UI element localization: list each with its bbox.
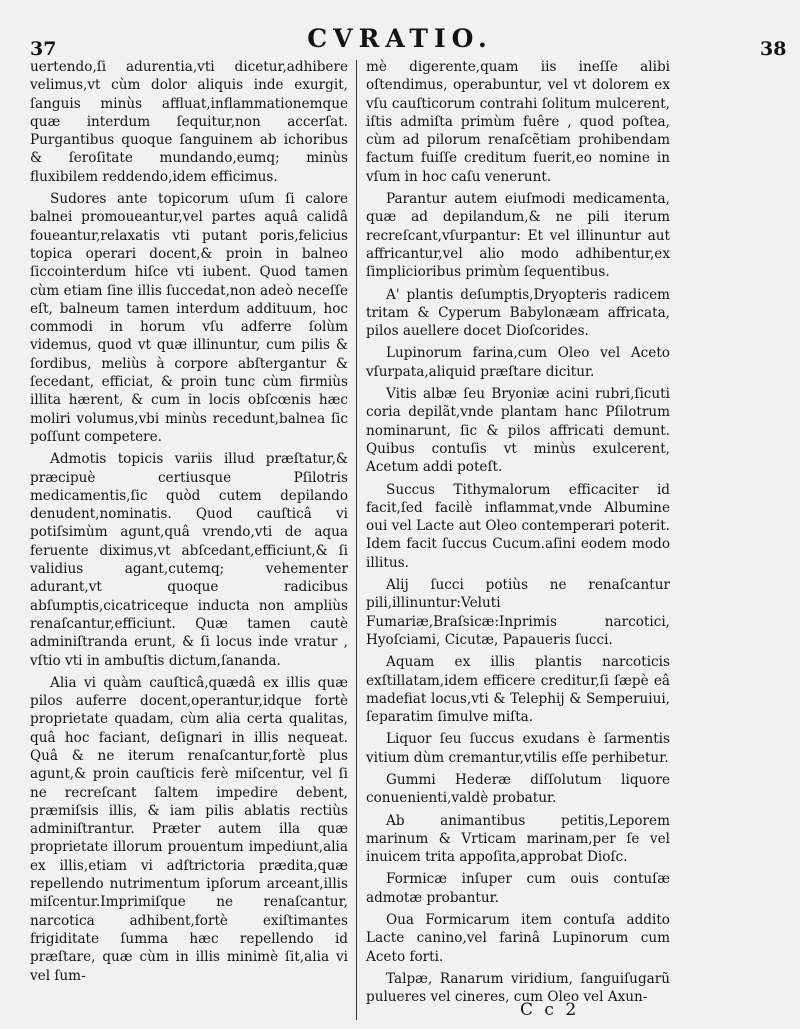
signature-mark: C c 2: [520, 1000, 580, 1020]
column-divider: [356, 60, 357, 1020]
paragraph: Alij ſucci potiùs ne renaſcantur pili,illinuntur:Veluti Fumariæ,Braſsicæ:Inprimis narcotici, Hyoſciami, Cicutæ, Papaueris ſucci.: [366, 577, 670, 648]
paragraph: Alia vi quàm cauſticâ,quædâ ex illis quæ pilos auferre docent,operantur,idque fortè proprietate quadam, cùm alia certa qualitas, quâ hoc faciant, deſignari in illis nequeat. Quâ & ne iterum renaſcantur,fortè plus agunt,& proin cauſticis ferè miſcentur, vel ſi ne recreſcant ſaltem impedire debent, præmiſsis illis, & iam pilis ablatis rectiùs adminiſtrantur. Præter autem illa quæ proprietate illorum prouentum impediunt,alia ex illis,etiam vi adſtrictoria prædita,quæ repellendo nutrimentum ipſorum arceant,illis miſcentur.Imprimiſque ne renaſcantur, narcotica adhibent,fortè exiſtimantes frigiditate ſumma hæc repellendo id præſtare, quæ cùm in illis minimè ſit,alia vi vel ſum-: [30, 674, 348, 984]
paragraph: Oua Formicarum item contuſa addito Lacte canino,vel farinâ Lupinorum cum Aceto forti.: [366, 912, 670, 965]
paragraph: Gummi Hederæ diſſolutum liquore conuenienti,valdè probatur.: [366, 771, 670, 807]
paragraph: mè digerente,quam iis ineſſe alibi oſtendimus, operabuntur, vel vt dolorem ex vſu cauſticorum contrahi ſolitum mulcerent, iſtis admiſta primùm fuêre , quod poſtea, cùm ad pilorum renaſcẽtiam prohibendam factum fuiſſe creditum fuerit,eo nomine in vſum in hoc caſu venerunt.: [366, 59, 670, 185]
paragraph: Formicæ inſuper cum ouis contuſæ admotæ probantur.: [366, 871, 670, 906]
paragraph: A' plantis deſumptis,Dryopteris radicem tritam & Cyperum Babylonæam affricata, pilos auellere docet Dioſcorides.: [366, 286, 670, 340]
paragraph: Admotis topicis variis illud præſtatur,& præcipuè certiusque Pſilotris medicamentis,ſic quòd cutem depilando denudent,nominatis. Quod cauſticâ vi potiſsimùm agunt,quâ vrendo,vti de aqua feruente diximus,vt abſcedant,efficiunt,& ſi validius agant,cutemq; vehementer adurant,vt quoque radicibus abſumptis,cicatriceque inducta non ampliùs renaſcantur,efficiunt. Quæ tamen cautè adminiſtranda erunt, & ſi locus inde vratur , vſtio vti in ambuſtis dictum,ſananda.: [30, 451, 348, 669]
running-title: CVRATIO.: [307, 24, 493, 53]
paragraph: Liquor ſeu ſuccus exudans è ſarmentis vitium dùm cremantur,vtilis eſſe perhibetur.: [366, 731, 670, 766]
paragraph: Talpæ, Ranarum viridium, ſanguiſugarũ pulueres vel cineres, cum Oleo vel Axun-: [366, 970, 670, 1006]
paragraph: Sudores ante topicorum uſum ſi calore balnei promoueantur,vel partes aquâ calidâ foueantur,relaxatis vti putant poris,felicius topica operari docent,& proin in balneo ſiccointerdum hiſce vti iubent. Quod tamen cùm etiam ſine illis ſuccedat,non adeò neceſſe eſt, balneum tamen interdum addituum, hoc commodi in horum vſu adferre ſolùm videmus, quod vt quæ illinuntur, cum pilis & ſordibus, meliùs à corpore abſtergantur & ſecedant, efficiat, & proin tunc cùm firmiùs illita hærent, & cum in locis obſcœnis hæc moliri volumus,vbi minùs recedunt,balnea ſic poſſunt competere.: [30, 191, 348, 445]
paragraph: Aquam ex illis plantis narcoticis exſtillatam,idem efficere creditur,ſi ſæpè eâ madefiat locus,vti & Telephij & Semperuiui, ſeparatim ſimulve miſta.: [366, 654, 670, 726]
paragraph: Ab animantibus petitis,Leporem marinum & Vrticam marinam,per ſe vel inuicem trita appoſita,approbat Dioſc.: [366, 812, 670, 866]
page-number-left: 37: [30, 38, 57, 60]
paragraph: Lupinorum farina,cum Oleo vel Aceto vſurpata,aliquid præſtare dicitur.: [366, 345, 670, 380]
paragraph: Succus Tithymalorum efficaciter id facit,ſed facilè inflammat,vnde Albumine oui vel Lacte aut Oleo contemperari poterit. Idem facit ſuccus Cucum.aſini eodem modo illitus.: [366, 481, 670, 571]
paragraph: Vitis albæ ſeu Bryoniæ acini rubri,ſicuti coria depilãt,vnde plantam hanc Pſilotrum nominarunt, ſic & pilos affricati demunt. Quibus contuſis vt minùs exulcerent, Acetum addi poteſt.: [366, 386, 670, 476]
left-column: [30, 58, 348, 1007]
paragraph: Parantur autem eiuſmodi medicamenta, quæ ad depilandum,& ne pili iterum recreſcant,vſurpantur: Et vel illinuntur aut affricantur,vel alio modo adhibentur,ex ſimplicioribus primùm ſequentibus.: [366, 191, 670, 281]
right-column: [366, 58, 670, 1007]
page-number-right: 38: [760, 38, 787, 60]
paragraph: uertendo,ſi adurentia,vti dicetur,adhibere velimus,vt cùm dolor aliquis inde exurgit, ſanguis minùs affluat,inflammationemque quæ interdum ſequitur,non accerſat. Purgantibus quoque ſanguinem ab ichoribus & ſeroſitate mundando,eumq; minùs fluxibilem reddendo,idem efficimus.: [30, 59, 348, 185]
